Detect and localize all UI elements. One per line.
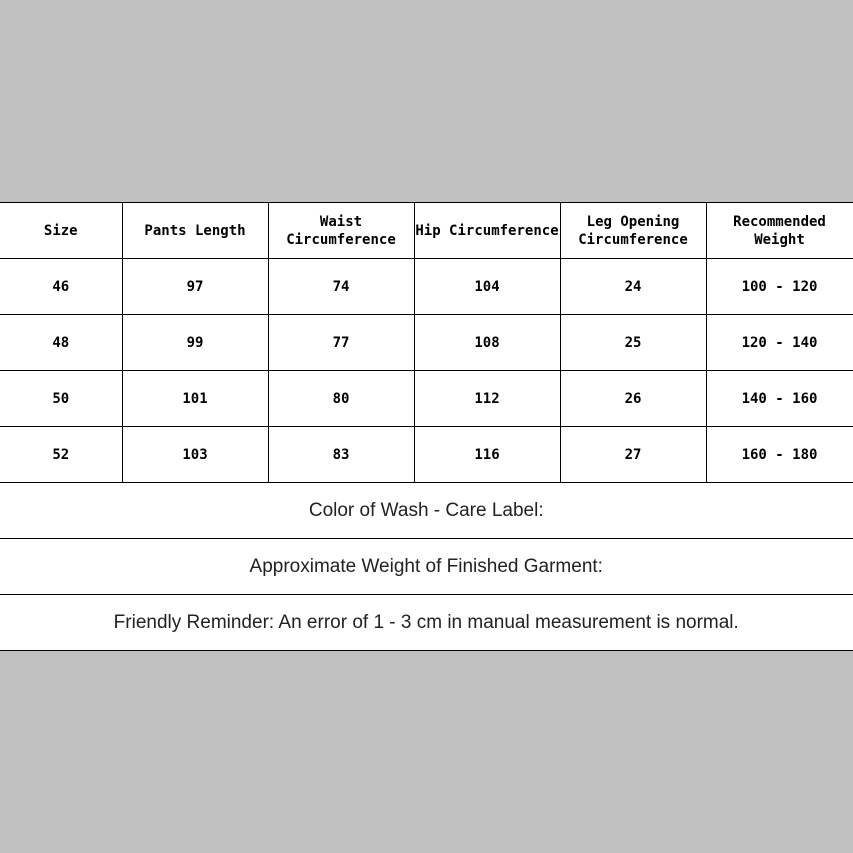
header-leg-opening-circumference: Leg Opening Circumference (560, 203, 706, 259)
cell-pants-length: 99 (122, 315, 268, 371)
cell-recommended-weight: 160 - 180 (706, 427, 853, 483)
cell-recommended-weight: 100 - 120 (706, 259, 853, 315)
measurement-reminder-note: Friendly Reminder: An error of 1 - 3 cm in manual measurement is normal. (0, 595, 853, 651)
cell-size: 52 (0, 427, 122, 483)
table-row (0, 259, 853, 315)
table-row (0, 371, 853, 427)
note-row-wash-color (0, 483, 853, 539)
garment-weight-note: Approximate Weight of Finished Garment: (0, 539, 853, 595)
cell-hip: 112 (414, 371, 560, 427)
wash-color-care-label-note: Color of Wash - Care Label: (0, 483, 853, 539)
header-pants-length: Pants Length (122, 203, 268, 259)
cell-size: 48 (0, 315, 122, 371)
cell-leg-opening: 27 (560, 427, 706, 483)
note-row-garment-weight (0, 539, 853, 595)
cell-hip: 108 (414, 315, 560, 371)
cell-hip: 116 (414, 427, 560, 483)
cell-waist: 77 (268, 315, 414, 371)
cell-waist: 80 (268, 371, 414, 427)
header-row (0, 203, 853, 259)
header-size: Size (0, 203, 122, 259)
note-row-reminder (0, 595, 853, 651)
cell-recommended-weight: 140 - 160 (706, 371, 853, 427)
cell-leg-opening: 25 (560, 315, 706, 371)
cell-size: 46 (0, 259, 122, 315)
size-chart-table (0, 202, 853, 651)
cell-leg-opening: 24 (560, 259, 706, 315)
cell-hip: 104 (414, 259, 560, 315)
cell-size: 50 (0, 371, 122, 427)
cell-pants-length: 103 (122, 427, 268, 483)
cell-waist: 83 (268, 427, 414, 483)
header-recommended-weight: Recommended Weight (706, 203, 853, 259)
cell-pants-length: 101 (122, 371, 268, 427)
header-waist-circumference: Waist Circumference (268, 203, 414, 259)
cell-pants-length: 97 (122, 259, 268, 315)
cell-waist: 74 (268, 259, 414, 315)
cell-leg-opening: 26 (560, 371, 706, 427)
table-row (0, 427, 853, 483)
cell-recommended-weight: 120 - 140 (706, 315, 853, 371)
header-hip-circumference: Hip Circumference (414, 203, 560, 259)
table-row (0, 315, 853, 371)
